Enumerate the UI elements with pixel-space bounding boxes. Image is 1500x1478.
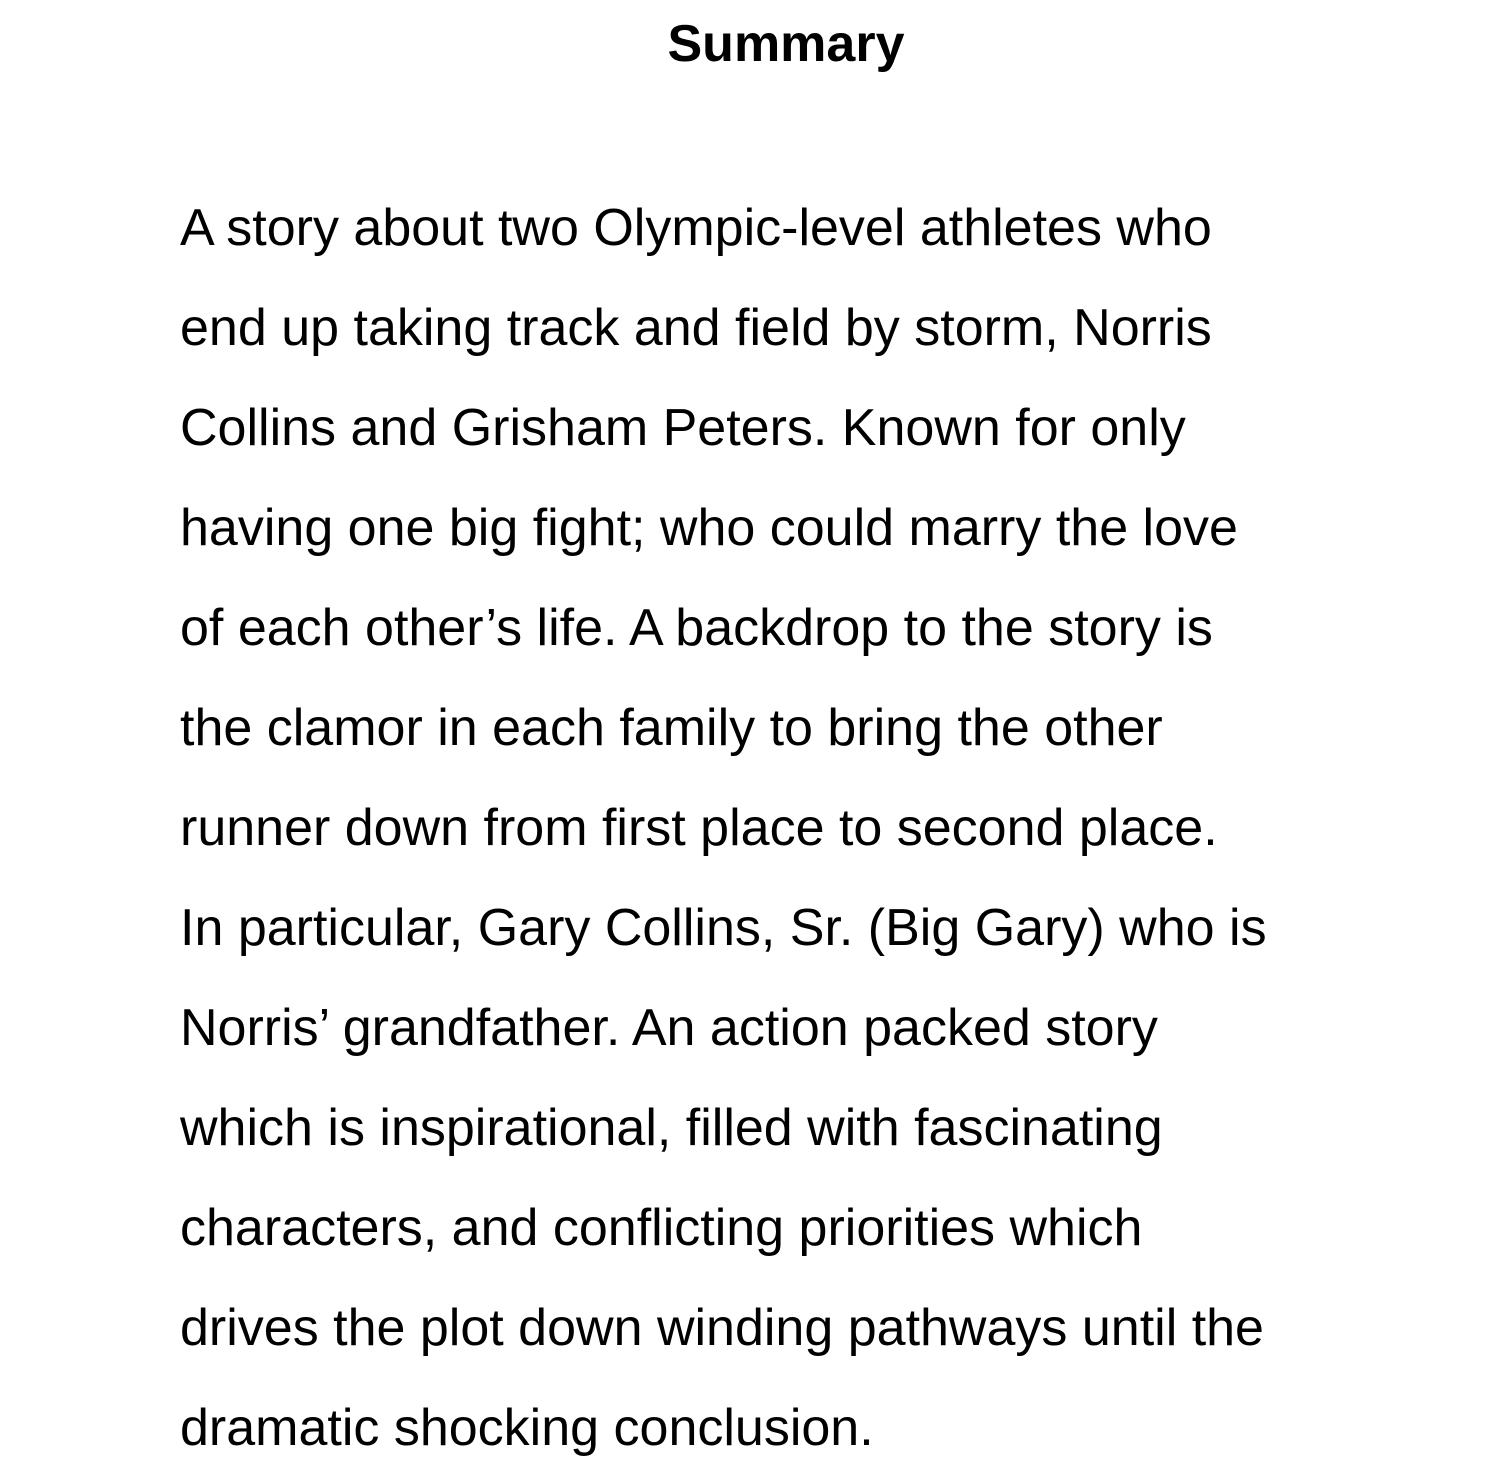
paragraph-line: the clamor in each family to bring the other: [180, 699, 1163, 757]
paragraph-line: Collins and Grisham Peters. Known for only: [180, 399, 1186, 457]
document-title: Summary: [667, 15, 905, 73]
paragraph-line: A story about two Olympic-level athletes who: [180, 199, 1212, 257]
paragraph-line: drives the plot down winding pathways until the: [180, 1299, 1264, 1357]
paragraph-line: Norris’ grandfather. An action packed story: [180, 999, 1158, 1057]
paragraph-line: In particular, Gary Collins, Sr. (Big Gary) who is: [180, 899, 1267, 957]
paragraph-line: of each other’s life. A backdrop to the story is: [180, 599, 1213, 657]
paragraph-line: having one big fight; who could marry the love: [180, 499, 1238, 557]
paragraph-line: end up taking track and field by storm, Norris: [180, 299, 1212, 357]
paragraph-line: which is inspirational, filled with fascinating: [180, 1099, 1163, 1157]
paragraph-line: characters, and conflicting priorities which: [180, 1199, 1143, 1257]
paragraph-line: runner down from first place to second place.: [180, 799, 1218, 857]
summary-paragraph: [180, 178, 1267, 1478]
paragraph-line: dramatic shocking conclusion.: [180, 1399, 874, 1457]
